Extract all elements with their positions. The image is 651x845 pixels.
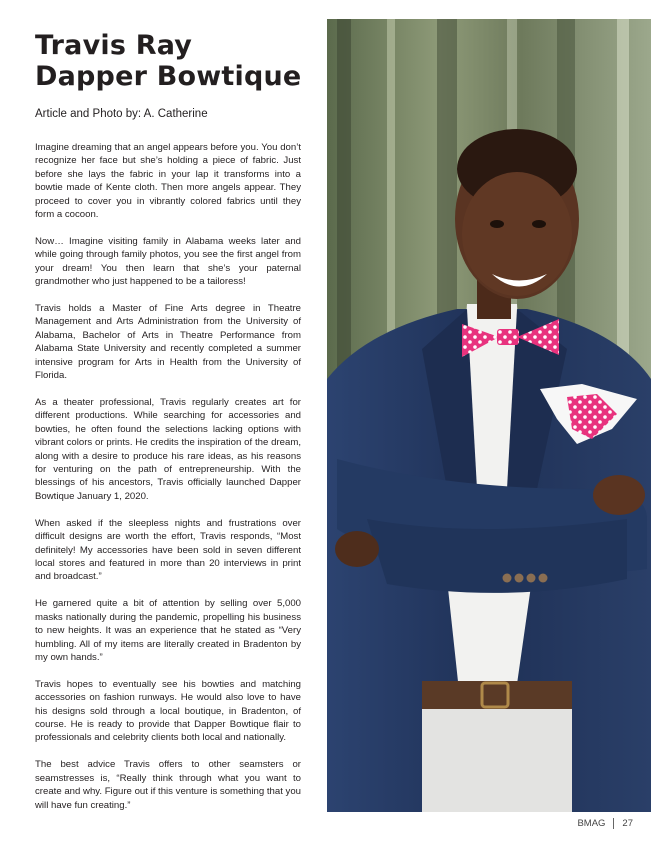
- page-number: 27: [622, 818, 633, 829]
- paragraph-7: Travis hopes to eventually see his bowties and matching accessories on fashion runways. He would also love to have his designs sold through a local boutique, in Bradenton, of course. He is ready to provide that Dapper Bowtique flair to professionals and celebrity clients both local and nationally.: [35, 678, 301, 744]
- footer-divider: [613, 818, 614, 829]
- paragraph-5: When asked if the sleepless nights and frustrations over difficult designs are worth the effort, Travis responds, “Most definitely! My accessories have been sold in seven different local stores and featured in more than 20 interviews in print and broadcast.”: [35, 517, 301, 583]
- title-line-1: Travis Ray: [35, 30, 193, 61]
- paragraph-1: Imagine dreaming that an angel appears before you. You don’t recognize her face but she’s holding a piece of fabric. Just before she lays the fabric in your lap it transforms into a bowtie made of Kente cloth. Then more angels appear. They proceed to cover you in vibrantly colored fabrics until they form a cocoon.: [35, 142, 301, 221]
- paragraph-6: He garnered quite a bit of attention by selling over 5,000 masks nationally during the pandemic, propelling his business to new heights. It was an experience that he stated as “Very humbling. All of my items are literally created in Bradenton by my own hands.”: [35, 598, 301, 663]
- paragraph-8: The best advice Travis offers to other seamsters or seamstresses is, “Really think through what you want to create and why. Figure out if this venture is something that you will have fun creating.”: [35, 759, 301, 811]
- title-line-2: Dapper Bowtique: [35, 61, 302, 92]
- article-title: [35, 30, 325, 92]
- byline: Article and Photo by: A. Catherine: [35, 108, 208, 120]
- paragraph-3: Travis holds a Master of Fine Arts degree in Theatre Management and Arts Administration from the University of Alabama, Bachelor of Arts in Theatre Performance from Alabama State University and recently completed a summer intensive program for Arts in Health from the University of Florida.: [35, 303, 301, 382]
- paragraph-2: Now… Imagine visiting family in Alabama weeks later and while going through family photos, you see the first angel from your dream! You then learn that she’s your paternal grandmother who just happened to be a tailoress!: [35, 235, 301, 288]
- page-footer: [577, 818, 633, 829]
- article-body: [35, 141, 301, 825]
- portrait-illustration: [327, 19, 651, 812]
- portrait-photo: [327, 19, 651, 812]
- paragraph-4: As a theater professional, Travis regularly creates art for different productions. While searching for accessories and bowties, he often found the selections lacking options with vibrant colors or prints. He credits the inspiration of the dream, along with a desire to produce his rare ideas, as his reasons for venturing on the path of entrepreneurship. With the blessings of his ancestors, Travis officially launched Dapper Bowtique January 1, 2020.: [35, 397, 301, 502]
- publication-name: BMAG: [577, 818, 606, 829]
